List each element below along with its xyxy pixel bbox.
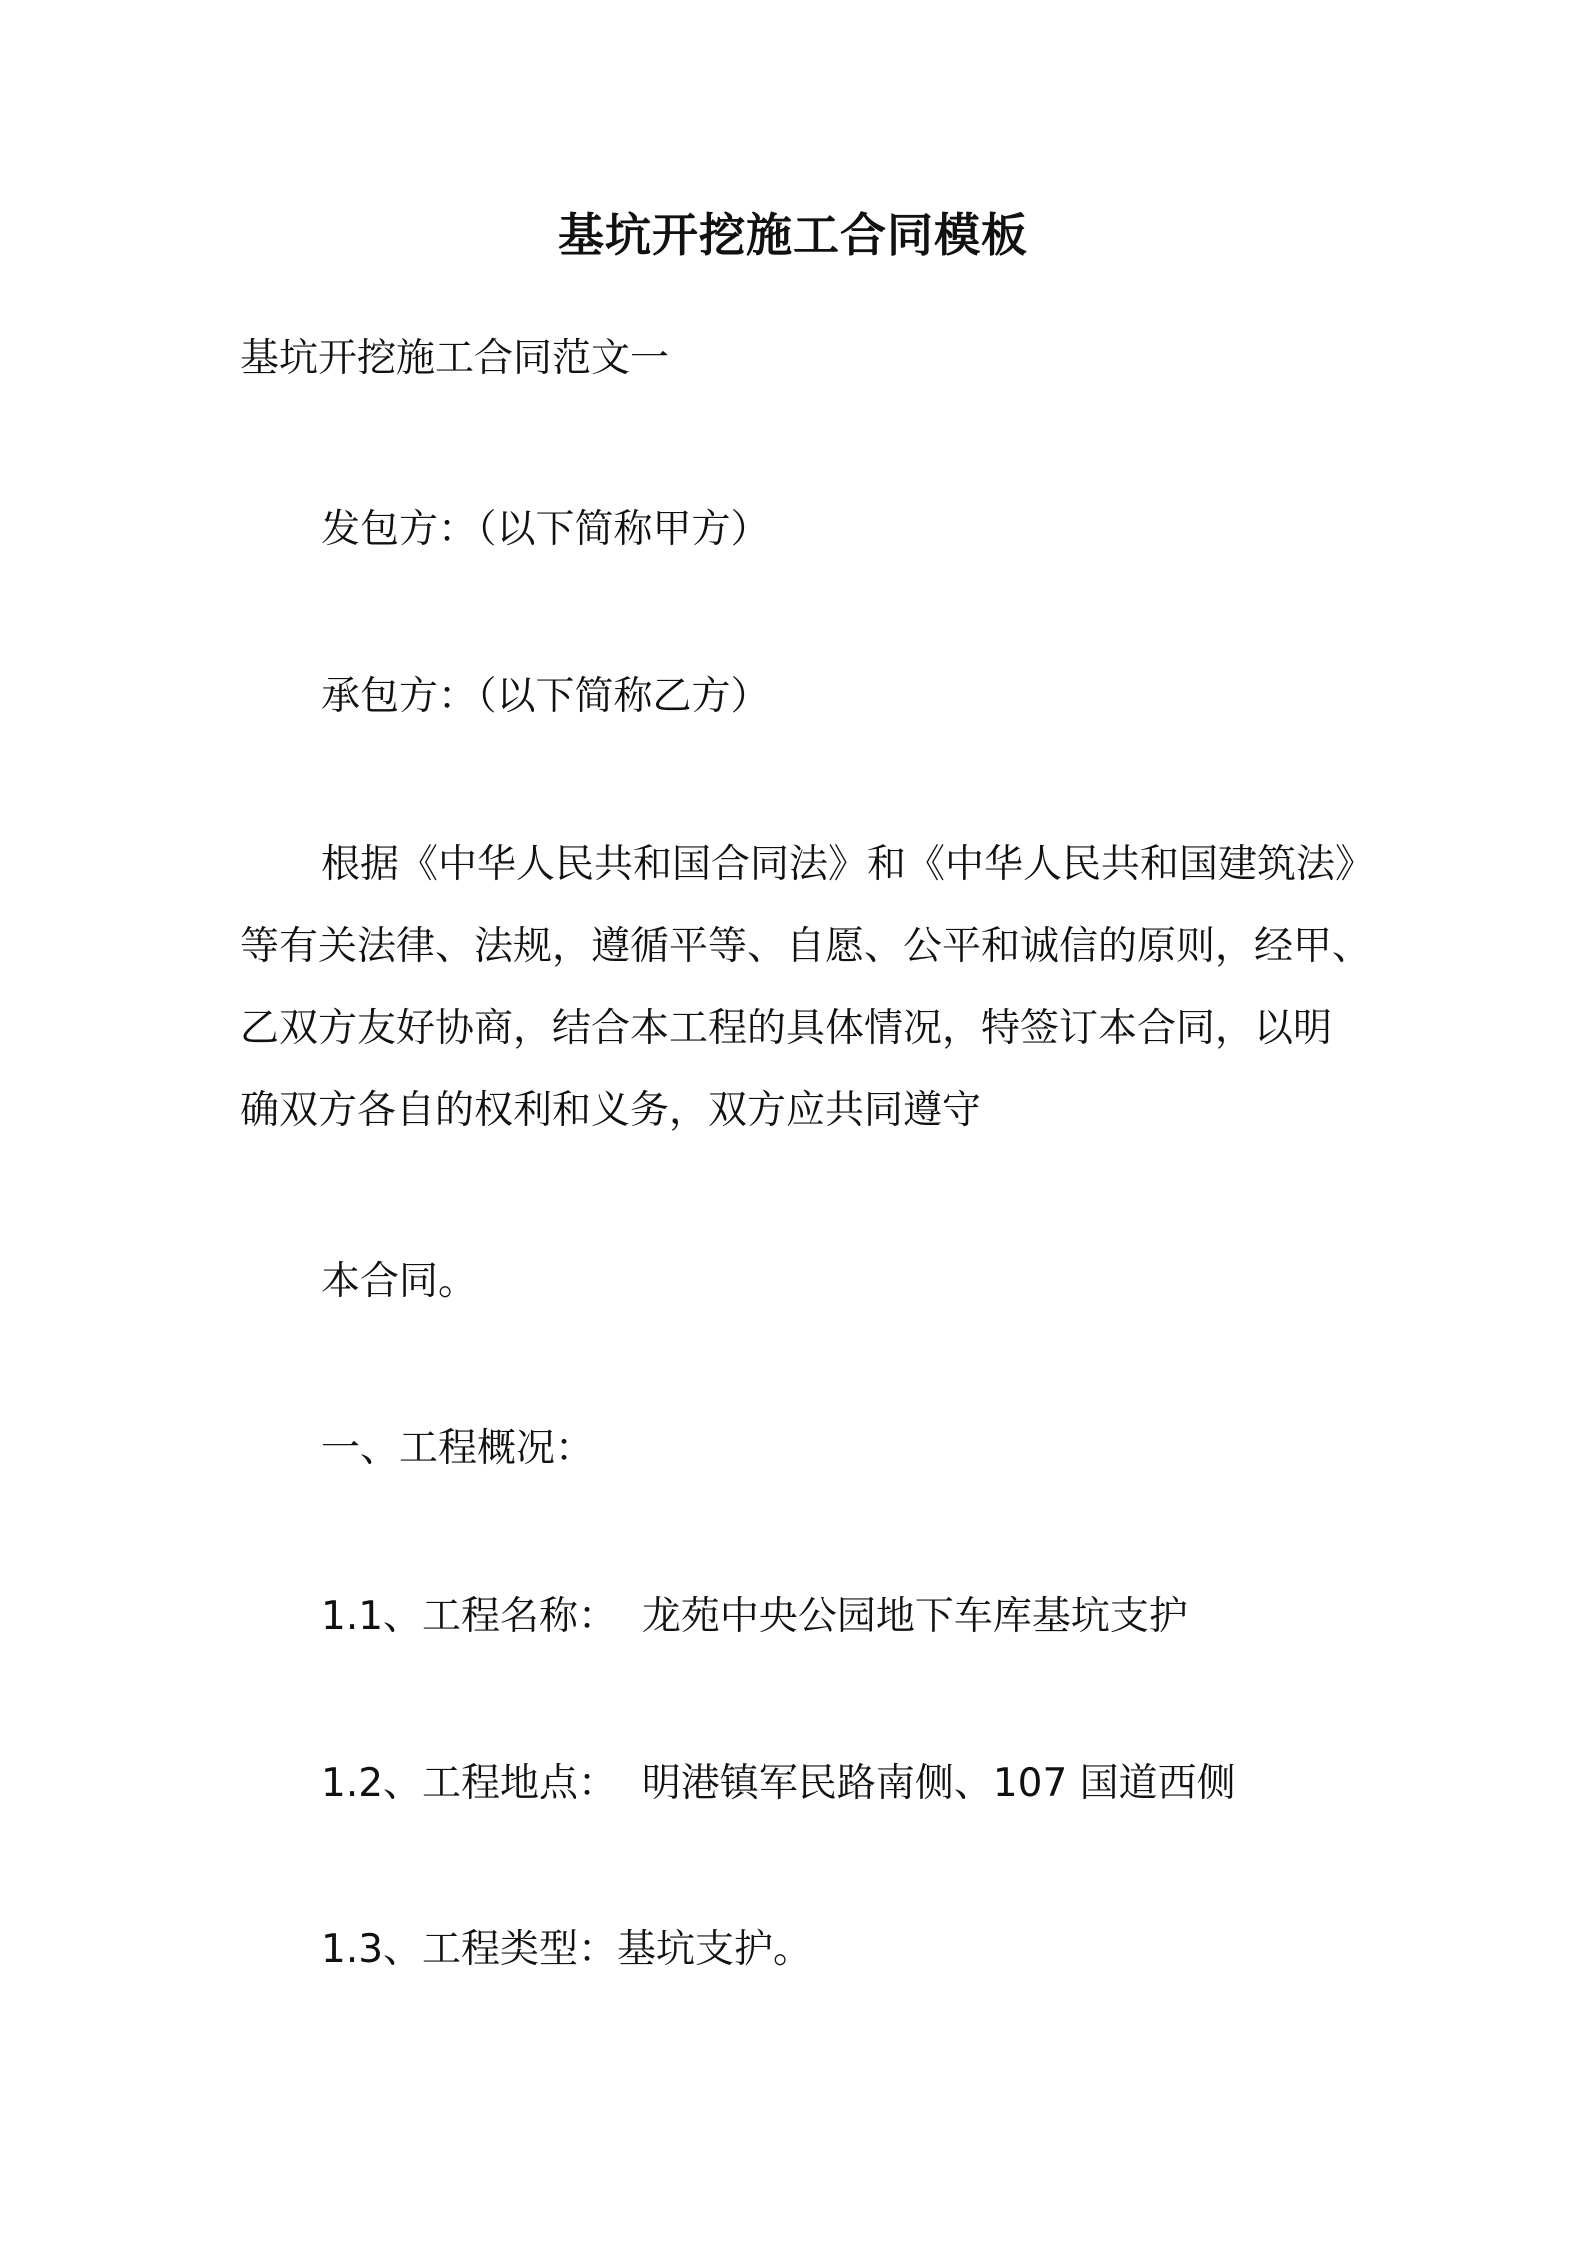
party-b-line: 承包方：（以下简称乙方） — [321, 674, 770, 719]
item-1-2-project-location: 1.2、工程地点： 明港镇军民路南侧、107 国道西侧 — [321, 1761, 1236, 1806]
item-1-3-project-type: 1.3、工程类型：基坑支护。 — [321, 1927, 813, 1972]
section-1-heading: 一、工程概况： — [321, 1426, 595, 1471]
document-subtitle: 基坑开挖施工合同范文一 — [240, 336, 670, 381]
party-a-line: 发包方：（以下简称甲方） — [321, 507, 770, 552]
intro-line-3: 乙双方友好协商，结合本工程的具体情况，特签订本合同，以明 — [240, 1006, 1333, 1051]
intro-line-4: 确双方各自的权利和义务，双方应共同遵守 — [240, 1088, 982, 1133]
contract-line: 本合同。 — [321, 1259, 478, 1304]
intro-paragraph — [240, 824, 1390, 1152]
item-1-1-project-name: 1.1、工程名称： 龙苑中央公园地下车库基坑支护 — [321, 1594, 1188, 1639]
intro-line-1: 根据《中华人民共和国合同法》和《中华人民共和国建筑法》 — [321, 842, 1375, 887]
document-title: 基坑开挖施工合同模板 — [558, 208, 1028, 262]
intro-line-2: 等有关法律、法规，遵循平等、自愿、公平和诚信的原则，经甲、 — [240, 924, 1372, 969]
